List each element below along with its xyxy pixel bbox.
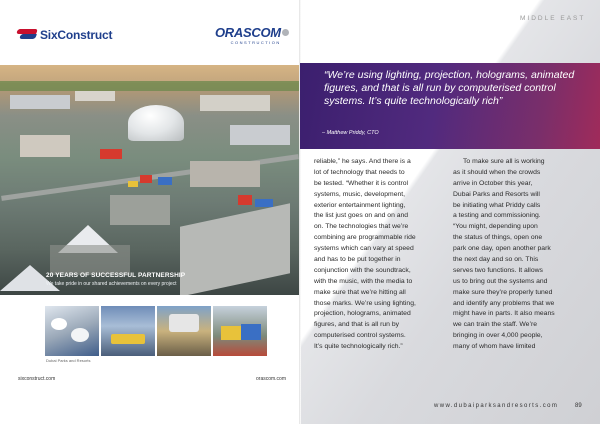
article-line: make sure they’re properly tuned (453, 288, 553, 296)
pull-quote-text: “We’re using lighting, projection, holograms, animated figures, and that is all run by computerised control systems. It’s quite technologically rich” (324, 69, 575, 107)
article-line: conjunction with the soundtrack, (314, 266, 411, 274)
article-line: lot of technology that needs to (314, 168, 405, 176)
sixconstruct-url[interactable]: sixconstruct.com (18, 376, 56, 382)
article-line: systems, music, development, (314, 190, 406, 198)
article-line: we can train the staff. We’re (453, 321, 537, 329)
sixconstruct-logo (17, 28, 112, 42)
article-line: and identify any problems that we (453, 299, 555, 307)
article-column-1 (314, 157, 444, 353)
article-line: combining are programmable ride (314, 234, 416, 242)
article-line: projection, holograms, animated (314, 310, 411, 318)
article-line: as it should when the crowds (453, 168, 541, 176)
partnership-caption-text: We take pride in our shared achievements on every project (46, 281, 177, 287)
orascom-logo-text: ORASCOM (215, 25, 281, 40)
pull-quote-attribution: – Matthew Priddy, CTO (322, 130, 379, 136)
article-line: computerised control systems. (314, 332, 406, 340)
thumbnail-photo (101, 306, 155, 356)
sixconstruct-logo-text: SixConstruct (40, 28, 113, 42)
orascom-logo-subtext: CONSTRUCTION (230, 40, 281, 45)
article-line: exterior entertainment lighting, (314, 201, 406, 209)
article-column-2 (453, 157, 583, 353)
article-line: the status of things, open one (453, 234, 543, 242)
thumbnail-gallery (45, 306, 267, 356)
article-line: on. The technologies that we’re (314, 223, 409, 231)
article-line: with the music, with the media to (314, 277, 413, 285)
article-line: bringing in over 4,000 people, (453, 332, 543, 340)
sixconstruct-wave-icon (17, 28, 37, 42)
article-line: the list just goes on and on and (314, 212, 409, 220)
article-line: reliable,” he says. And there is a (314, 158, 411, 165)
article-line: the next day and so on. This (453, 256, 539, 264)
article-line: and has to be put together in (314, 256, 401, 264)
thumbnails-caption: Dubai Parks and Resorts (46, 358, 91, 363)
article-line: be tested. “Whether it is control (314, 179, 409, 187)
article-line: be initiating what Priddy calls (453, 201, 541, 209)
article-line: us to bring out the systems and (453, 277, 548, 285)
article-line: systems which can vary at speed (314, 245, 414, 253)
article-line: park one day, open another park (453, 245, 551, 253)
article-line: serves two functions. It allows (453, 266, 543, 274)
section-label: MIDDLE EAST (520, 15, 586, 22)
article-line: It’s quite technologically rich.” (314, 343, 403, 351)
orascom-globe-icon (282, 29, 289, 36)
article-line: Dubai Parks and Resorts will (453, 190, 540, 198)
thumbnail-photo (157, 306, 211, 356)
partnership-caption-title: 20 YEARS OF SUCCESSFUL PARTNERSHIP (46, 272, 186, 279)
theme-park-aerial-photo (0, 65, 300, 295)
article-line: a testing and commissioning. (453, 212, 541, 220)
orascom-url[interactable]: orascom.com (256, 376, 287, 382)
orascom-logo (215, 27, 281, 45)
article-line: To make sure all is working (463, 158, 545, 165)
article-line: many of whom have limited (453, 343, 536, 351)
thumbnail-photo (213, 306, 267, 356)
footer-url[interactable]: www.dubaiparksandresorts.com (434, 403, 559, 409)
article-line: those marks. We’re using lighting, (314, 299, 416, 307)
article-line: might have in parts. It also means (453, 310, 555, 318)
article-line: figures, and that is all run by (314, 321, 400, 329)
article-line: make sure that we’re hitting all (314, 288, 406, 296)
article-line: “You might, depending upon (453, 223, 538, 231)
thumbnail-photo (45, 306, 99, 356)
article-line: arrive in October this year, (453, 179, 533, 187)
page-number: 89 (575, 403, 582, 409)
